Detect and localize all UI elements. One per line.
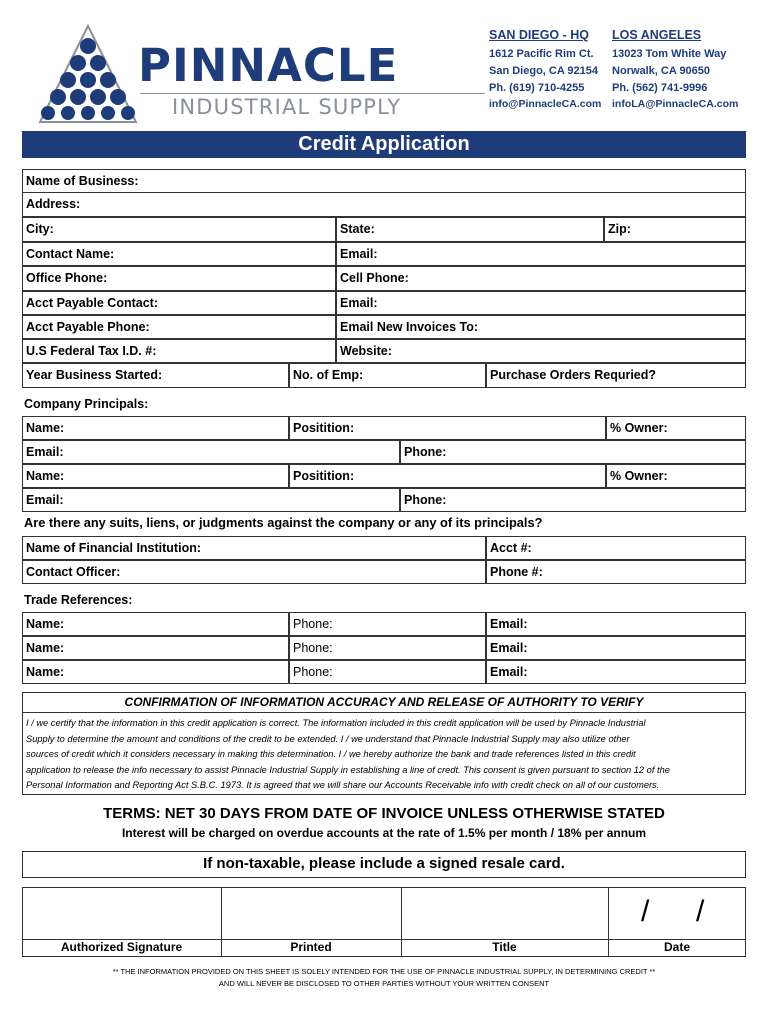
principal-2-name-field[interactable]: Name: — [22, 464, 289, 488]
principal-2-email-field[interactable]: Email: — [22, 488, 400, 512]
tax-id-field[interactable]: U.S Federal Tax I.D. #: — [22, 339, 336, 363]
trade-heading: Trade References: — [24, 593, 133, 607]
contact-email-field[interactable]: Email: — [336, 242, 746, 266]
office-la-email: infoLA@PinnacleCA.com — [612, 98, 739, 110]
footer-line: ** THE INFORMATION PROVIDED ON THIS SHEET IS SOLELY INTENDED FOR THE USE OF PINNACLE INDUSTRIAL SUPPLY, IN DETERMINING CREDIT ** — [112, 967, 656, 976]
date-slash-1: / — [641, 895, 650, 928]
trade-2-email-field[interactable]: Email: — [486, 636, 746, 660]
confirmation-line: sources of credit which it considers necessary in making this determination. I / we hereby authorize the bank and trade references listed in this credit — [26, 749, 636, 759]
year-started-field[interactable]: Year Business Started: — [22, 363, 289, 388]
office-la-line: Ph. (562) 741-9996 — [612, 82, 708, 94]
address-field[interactable]: Address: — [22, 193, 746, 217]
cell-phone-field[interactable]: Cell Phone: — [336, 266, 746, 291]
confirmation-line: Supply to determine the amount and conditions of the credit to be extended. I / we understand that Pinnacle Industrial Supply may also utilize other — [26, 733, 630, 744]
principal-2-owner-field[interactable]: % Owner: — [606, 464, 746, 488]
principals-heading: Company Principals: — [24, 397, 149, 411]
date-slash-2: / — [696, 895, 705, 928]
city-field[interactable]: City: — [22, 217, 336, 242]
po-required-field[interactable]: Purchase Orders Requried? — [486, 363, 746, 388]
ap-contact-field[interactable]: Acct Payable Contact: — [22, 291, 336, 315]
business-name-field[interactable]: Name of Business: — [22, 169, 746, 193]
ap-phone-field[interactable]: Acct Payable Phone: — [22, 315, 336, 339]
logo-divider — [140, 93, 485, 94]
principal-1-owner-field[interactable]: % Owner: — [606, 416, 746, 440]
trade-1-email-field[interactable]: Email: — [486, 612, 746, 636]
printed-name-field[interactable] — [222, 888, 400, 938]
trade-2-name-field[interactable]: Name: — [22, 636, 289, 660]
date-label: Date — [663, 940, 690, 954]
principal-1-position-field[interactable]: Positition: — [289, 416, 606, 440]
principal-1-phone-field[interactable]: Phone: — [400, 440, 746, 464]
authorized-signature-label: Authorized Signature — [60, 940, 183, 954]
trade-3-phone-field[interactable]: Phone: — [289, 660, 486, 684]
terms-heading: TERMS: NET 30 DAYS FROM DATE OF INVOICE UNLESS OTHERWISE STATED — [103, 805, 665, 822]
principal-2-phone-field[interactable]: Phone: — [400, 488, 746, 512]
confirmation-text — [26, 716, 744, 794]
office-la-line: Norwalk, CA 90650 — [612, 65, 711, 77]
terms-interest: Interest will be charged on overdue accounts at the rate of 1.5% per month / 18% per annum — [121, 826, 647, 840]
confirmation-heading: CONFIRMATION OF INFORMATION ACCURACY AND RELEASE OF AUTHORITY TO VERIFY — [124, 695, 644, 709]
zip-field[interactable]: Zip: — [604, 217, 746, 242]
authorized-signature-field[interactable] — [23, 888, 220, 938]
confirmation-line: I / we certify that the information in this credit application is correct. The information included in this credit application will be used by Pinnacle Industrial — [26, 718, 646, 728]
principal-1-email-field[interactable]: Email: — [22, 440, 400, 464]
date-field[interactable] — [609, 888, 745, 938]
trade-2-phone-field[interactable]: Phone: — [289, 636, 486, 660]
logo-name: PINNACLE — [138, 39, 399, 92]
num-emp-field[interactable]: No. of Emp: — [289, 363, 486, 388]
office-la-heading: LOS ANGELES — [612, 28, 702, 42]
website-field[interactable]: Website: — [336, 339, 746, 363]
logo-tagline: INDUSTRIAL SUPPLY — [172, 95, 402, 119]
acct-number-field[interactable]: Acct #: — [486, 536, 746, 560]
office-la-line: 13023 Tom White Way — [612, 48, 727, 60]
printed-label: Printed — [290, 940, 332, 954]
confirmation-line: Personal Information and Reporting Act S.B.C. 1973. It is agreed that we will share our Accounts Receivable info with credit check on all of our customers. — [26, 780, 660, 790]
confirmation-line: application to release the info necessary to assist Pinnacle Industrial Supply in establishing a line of credt. This consent is given pursuant to section 12 of the — [26, 764, 670, 775]
footer-line: AND WILL NEVER BE DISCLOSED TO OTHER PARTIES WITHOUT YOUR WRITTEN CONSENT — [218, 979, 550, 988]
page-title: Credit Application — [22, 131, 746, 158]
trade-1-phone-field[interactable]: Phone: — [289, 612, 486, 636]
suits-question: Are there any suits, liens, or judgments against the company or any of its principals? — [24, 515, 543, 530]
office-sd-heading: SAN DIEGO - HQ — [489, 28, 590, 42]
office-sd-email: info@PinnacleCA.com — [489, 98, 602, 110]
title-field[interactable] — [402, 888, 607, 938]
office-sd-line: Ph. (619) 710-4255 — [489, 82, 585, 94]
officer-phone-field[interactable]: Phone #: — [486, 560, 746, 584]
office-sd-line: 1612 Pacific Rim Ct. — [489, 48, 594, 60]
confirmation-divider — [22, 712, 746, 713]
nontaxable-notice: If non-taxable, please include a signed resale card. — [203, 855, 565, 872]
title-label: Title — [492, 940, 517, 954]
office-phone-field[interactable]: Office Phone: — [22, 266, 336, 291]
trade-3-name-field[interactable]: Name: — [22, 660, 289, 684]
state-field[interactable]: State: — [336, 217, 604, 242]
pinnacle-logo-icon — [36, 24, 140, 124]
principal-2-position-field[interactable]: Positition: — [289, 464, 606, 488]
email-invoices-field[interactable]: Email New Invoices To: — [336, 315, 746, 339]
contact-officer-field[interactable]: Contact Officer: — [22, 560, 486, 584]
trade-3-email-field[interactable]: Email: — [486, 660, 746, 684]
office-sd-line: San Diego, CA 92154 — [489, 65, 599, 77]
principal-1-name-field[interactable]: Name: — [22, 416, 289, 440]
financial-institution-field[interactable]: Name of Financial Institution: — [22, 536, 486, 560]
trade-1-name-field[interactable]: Name: — [22, 612, 289, 636]
contact-name-field[interactable]: Contact Name: — [22, 242, 336, 266]
ap-email-field[interactable]: Email: — [336, 291, 746, 315]
